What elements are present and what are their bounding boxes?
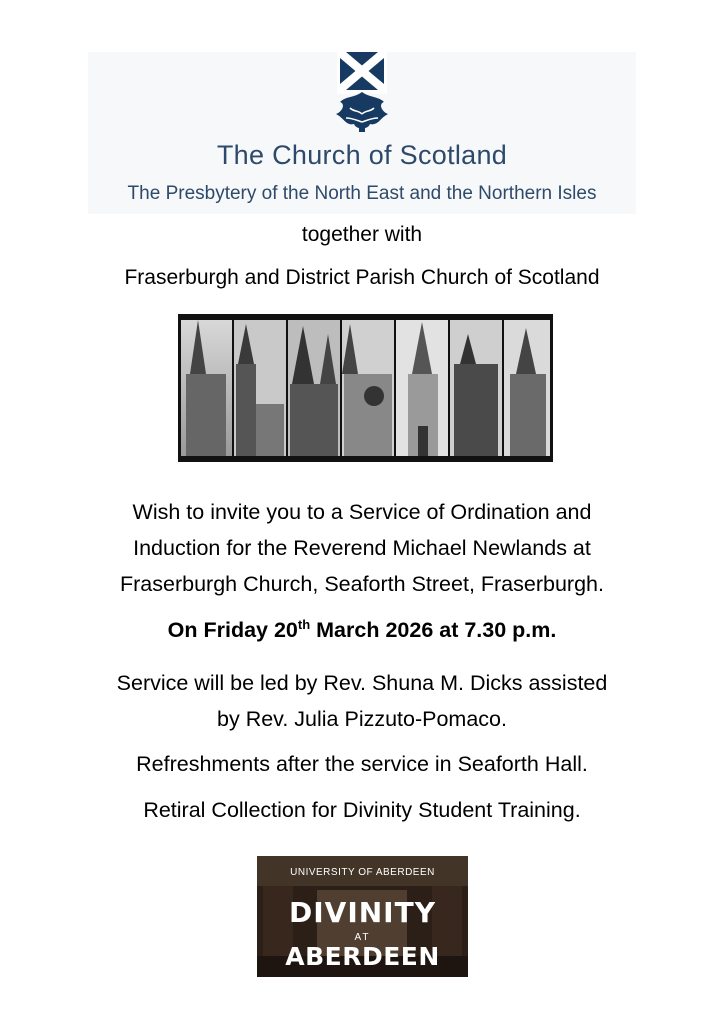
divinity-word: DIVINITY xyxy=(289,896,436,929)
church-photo-strip xyxy=(178,314,553,462)
invitation-line: Fraserburgh Church, Seaforth Street, Fraserburgh. xyxy=(120,572,604,596)
date-suffix: March 2026 at 7.30 p.m. xyxy=(310,618,557,643)
divinity-aberdeen-logo xyxy=(257,856,468,977)
at-word: AT xyxy=(354,932,371,943)
together-with-text: together with xyxy=(301,223,423,246)
service-leaders xyxy=(0,665,724,737)
burning-bush-icon xyxy=(332,88,392,133)
date-prefix: On Friday 20 xyxy=(167,618,298,643)
retiral-collection-note: Retiral Collection for Divinity Student Training. xyxy=(143,798,581,822)
refreshments-note: Refreshments after the service in Seaforth Hall. xyxy=(136,752,588,776)
service-line: by Rev. Julia Pizzuto-Pomaco. xyxy=(217,707,507,731)
invitation-line: Induction for the Reverend Michael Newlands at xyxy=(133,536,591,560)
invitation-text xyxy=(0,494,724,602)
church-name: The Church of Scotland xyxy=(216,140,508,170)
parish-name: Fraserburgh and District Parish Church of Scotland xyxy=(124,266,600,289)
presbytery-name: The Presbytery of the North East and the Northern Isles xyxy=(127,183,597,204)
event-date-time xyxy=(0,617,724,643)
date-ordinal: th xyxy=(297,617,311,632)
invitation-line: Wish to invite you to a Service of Ordination and xyxy=(132,500,592,524)
university-name: UNIVERSITY OF ABERDEEN xyxy=(290,867,435,878)
service-line: Service will be led by Rev. Shuna M. Dicks assisted xyxy=(116,671,608,695)
aberdeen-word: ABERDEEN xyxy=(285,942,440,971)
